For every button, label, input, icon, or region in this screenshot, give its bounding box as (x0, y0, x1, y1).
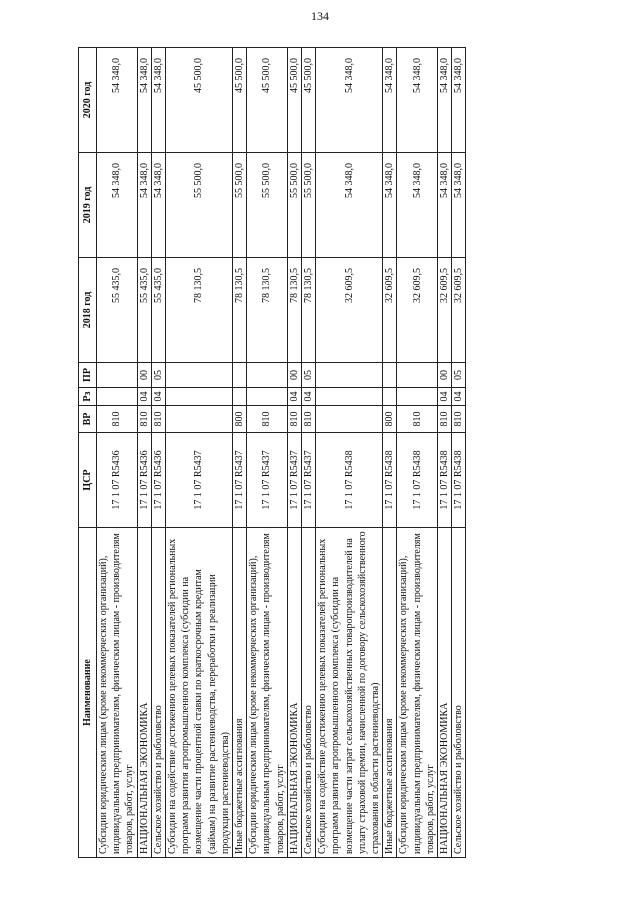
cell-2020: 45 500,0 (302, 48, 316, 153)
header-pr: ПР (79, 363, 97, 388)
cell-vr: 810 (302, 406, 316, 433)
cell-2018: 55 435,0 (151, 258, 165, 363)
header-2019: 2019 год (79, 153, 97, 258)
cell-pr: 05 (151, 363, 165, 388)
cell-vr: 810 (287, 406, 301, 433)
table-row (302, 48, 316, 858)
cell-name: Иные бюджетные ассигнования (383, 528, 397, 858)
cell-csr: 17 1 07 R5437 (247, 433, 288, 528)
cell-vr: 800 (233, 406, 247, 433)
header-rz: Рз (79, 388, 97, 406)
cell-vr (316, 406, 383, 433)
cell-name: НАЦИОНАЛЬНАЯ ЭКОНОМИКА (137, 528, 151, 858)
cell-pr: 05 (302, 363, 316, 388)
cell-name: Сельское хозяйство и рыболовство (151, 528, 165, 858)
cell-name: Субсидии на содействие достижению целевых показателей региональных программ развития агропромышленного комплекса (субсидии на возмещение части затрат сельскохозяйственных товаропроизводителей на уплату страховой премии, начисленной по договору сельскохозяйственного страхования в области растениеводства) (316, 528, 383, 858)
cell-2019: 54 348,0 (316, 153, 383, 258)
cell-name: Иные бюджетные ассигнования (233, 528, 247, 858)
table-body (97, 48, 466, 858)
cell-2018: 55 435,0 (97, 258, 138, 363)
cell-csr: 17 1 07 R5437 (166, 433, 233, 528)
cell-2019: 55 500,0 (247, 153, 288, 258)
cell-2018: 78 130,5 (302, 258, 316, 363)
cell-2019: 55 500,0 (166, 153, 233, 258)
cell-csr: 17 1 07 R5436 (137, 433, 151, 528)
cell-rz (97, 388, 138, 406)
cell-csr: 17 1 07 R5438 (316, 433, 383, 528)
cell-rz: 04 (438, 388, 452, 406)
cell-vr: 810 (97, 406, 138, 433)
cell-2020: 54 348,0 (452, 48, 466, 153)
cell-pr: 00 (137, 363, 151, 388)
cell-rz: 04 (151, 388, 165, 406)
cell-pr (233, 363, 247, 388)
cell-2018: 78 130,5 (247, 258, 288, 363)
cell-name: Субсидии юридическим лицам (кроме некоммерческих организаций), индивидуальным предпринимателям, физическим лицам - производителям товаров, работ, услуг (397, 528, 438, 858)
cell-pr (247, 363, 288, 388)
table-row (397, 48, 438, 858)
cell-2019: 55 500,0 (287, 153, 301, 258)
cell-2018: 78 130,5 (233, 258, 247, 363)
cell-2019: 54 348,0 (438, 153, 452, 258)
page-number: 134 (311, 9, 329, 23)
cell-pr: 00 (287, 363, 301, 388)
header-2018: 2018 год (79, 258, 97, 363)
cell-2019: 55 500,0 (302, 153, 316, 258)
cell-2018: 78 130,5 (287, 258, 301, 363)
cell-csr: 17 1 07 R5438 (397, 433, 438, 528)
cell-2019: 55 500,0 (233, 153, 247, 258)
cell-2019: 54 348,0 (397, 153, 438, 258)
table-row (151, 48, 165, 858)
cell-2020: 54 348,0 (97, 48, 138, 153)
cell-2018: 32 609,5 (383, 258, 397, 363)
cell-name: Субсидии юридическим лицам (кроме некоммерческих организаций), индивидуальным предпринимателям, физическим лицам - производителям товаров, работ, услуг (97, 528, 138, 858)
cell-vr: 810 (247, 406, 288, 433)
cell-2018: 32 609,5 (397, 258, 438, 363)
cell-csr: 17 1 07 R5437 (233, 433, 247, 528)
table-row (233, 48, 247, 858)
header-csr: ЦСР (79, 433, 97, 528)
cell-vr: 810 (452, 406, 466, 433)
table-row (97, 48, 138, 858)
cell-name: НАЦИОНАЛЬНАЯ ЭКОНОМИКА (438, 528, 452, 858)
table-row (438, 48, 452, 858)
cell-name: Сельское хозяйство и рыболовство (452, 528, 466, 858)
table-row (137, 48, 151, 858)
cell-2019: 54 348,0 (452, 153, 466, 258)
cell-csr: 17 1 07 R5438 (383, 433, 397, 528)
cell-rz (247, 388, 288, 406)
cell-rz (383, 388, 397, 406)
cell-2020: 54 348,0 (397, 48, 438, 153)
cell-rz (397, 388, 438, 406)
cell-rz: 04 (287, 388, 301, 406)
table-header-row (79, 48, 97, 858)
cell-pr: 00 (438, 363, 452, 388)
cell-2018: 78 130,5 (166, 258, 233, 363)
table-row (166, 48, 233, 858)
cell-pr (397, 363, 438, 388)
cell-vr: 810 (397, 406, 438, 433)
cell-rz: 04 (452, 388, 466, 406)
cell-2019: 54 348,0 (383, 153, 397, 258)
cell-rz (316, 388, 383, 406)
budget-table (78, 47, 466, 858)
table-row (287, 48, 301, 858)
cell-name: Субсидии юридическим лицам (кроме некоммерческих организаций), индивидуальным предпринимателям, физическим лицам - производителям товаров, работ, услуг (247, 528, 288, 858)
cell-name: Субсидии на содействие достижению целевых показателей региональных программ развития агропромышленного комплекса (субсидии на возмещение части процентной ставки по краткосрочным кредитам (займам) на развитие растениеводства, переработки и реализации продукции растениеводства) (166, 528, 233, 858)
cell-2020: 45 500,0 (166, 48, 233, 153)
cell-csr: 17 1 07 R5436 (151, 433, 165, 528)
cell-csr: 17 1 07 R5438 (452, 433, 466, 528)
cell-csr: 17 1 07 R5436 (97, 433, 138, 528)
table-row (316, 48, 383, 858)
cell-vr: 810 (151, 406, 165, 433)
table-row (383, 48, 397, 858)
cell-vr (166, 406, 233, 433)
cell-name: НАЦИОНАЛЬНАЯ ЭКОНОМИКА (287, 528, 301, 858)
cell-2020: 45 500,0 (247, 48, 288, 153)
cell-pr (383, 363, 397, 388)
cell-2020: 54 348,0 (151, 48, 165, 153)
cell-vr: 810 (137, 406, 151, 433)
cell-2018: 32 609,5 (452, 258, 466, 363)
cell-2020: 54 348,0 (438, 48, 452, 153)
cell-2020: 54 348,0 (383, 48, 397, 153)
cell-pr (166, 363, 233, 388)
header-2020: 2020 год (79, 48, 97, 153)
cell-rz (166, 388, 233, 406)
cell-rz (233, 388, 247, 406)
cell-rz: 04 (137, 388, 151, 406)
cell-2018: 55 435,0 (137, 258, 151, 363)
cell-csr: 17 1 07 R5437 (302, 433, 316, 528)
table-row (247, 48, 288, 858)
header-name: Наименование (79, 528, 97, 858)
table-row (452, 48, 466, 858)
cell-2019: 54 348,0 (97, 153, 138, 258)
cell-rz: 04 (302, 388, 316, 406)
cell-vr: 800 (383, 406, 397, 433)
cell-2020: 54 348,0 (316, 48, 383, 153)
cell-vr: 810 (438, 406, 452, 433)
rotated-table-container (78, 48, 534, 858)
cell-2018: 32 609,5 (438, 258, 452, 363)
cell-2019: 54 348,0 (151, 153, 165, 258)
cell-pr (97, 363, 138, 388)
header-vr: ВР (79, 406, 97, 433)
cell-2018: 32 609,5 (316, 258, 383, 363)
cell-2020: 54 348,0 (137, 48, 151, 153)
cell-pr (316, 363, 383, 388)
cell-name: Сельское хозяйство и рыболовство (302, 528, 316, 858)
cell-2020: 45 500,0 (233, 48, 247, 153)
cell-pr: 05 (452, 363, 466, 388)
cell-2019: 54 348,0 (137, 153, 151, 258)
cell-csr: 17 1 07 R5438 (438, 433, 452, 528)
cell-csr: 17 1 07 R5437 (287, 433, 301, 528)
cell-2020: 45 500,0 (287, 48, 301, 153)
